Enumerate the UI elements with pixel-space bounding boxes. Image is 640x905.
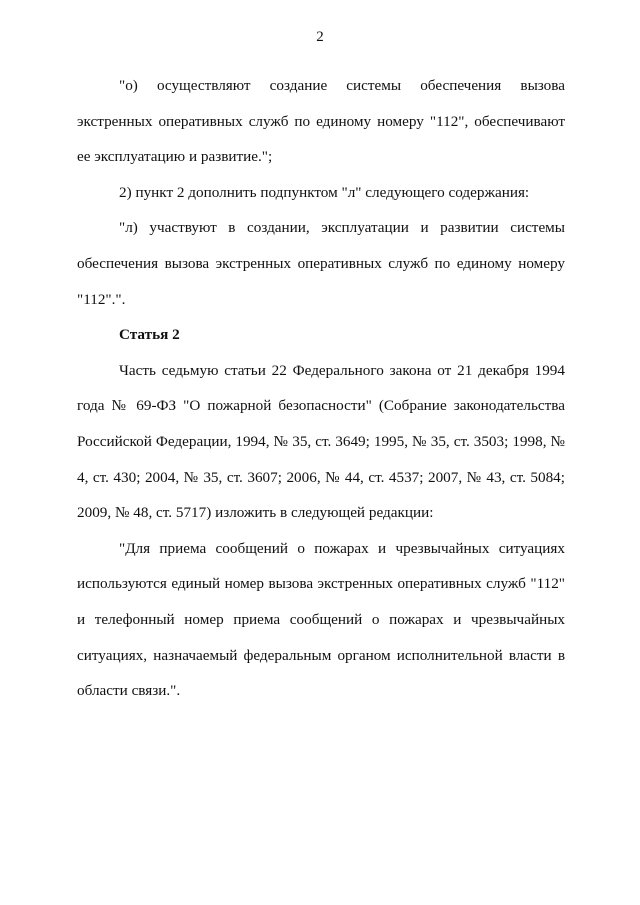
paragraph-quoted-text: "Для приема сообщений о пожарах и чрезвычайных ситуациях используются единый номер вызова экстренных оперативных служб "112" и телефонный номер приема сообщений о пожарах и чрезвычайных ситуациях, назначаемый федеральным органом исполнительной власти в области связи.".	[77, 539, 565, 700]
paragraph-subitem-l: "л) участвуют в создании, эксплуатации и развитии системы обеспечения вызова экстренных оперативных служб по единому номеру "112".".	[77, 219, 565, 308]
paragraph-item-2: 2) пункт 2 дополнить подпунктом "л" следующего содержания:	[119, 183, 530, 201]
article-heading: Статья 2	[119, 326, 180, 344]
paragraph-article-2-text: Часть седьмую статьи 22 Федерального закона от 21 декабря 1994 года № 69-ФЗ "О пожарной безопасности" (Собрание законодательства Российской Федерации, 1994, № 35, ст. 3649; 1995, № 35, ст. 3503; 1998, № 4, ст. 430; 2004, № 35, ст. 3607; 2006, № 44, ст. 4537; 2007, № 43, ст. 5084; 2009, № 48, ст. 5717) изложить в следующей редакции:	[77, 361, 565, 522]
document-body	[77, 68, 565, 709]
page-number: 2	[316, 29, 324, 45]
paragraph-subitem-o: "о) осуществляют создание системы обеспечения вызова экстренных оперативных служб по единому номеру "112", обеспечивают ее эксплуатацию и развитие.";	[77, 77, 565, 166]
